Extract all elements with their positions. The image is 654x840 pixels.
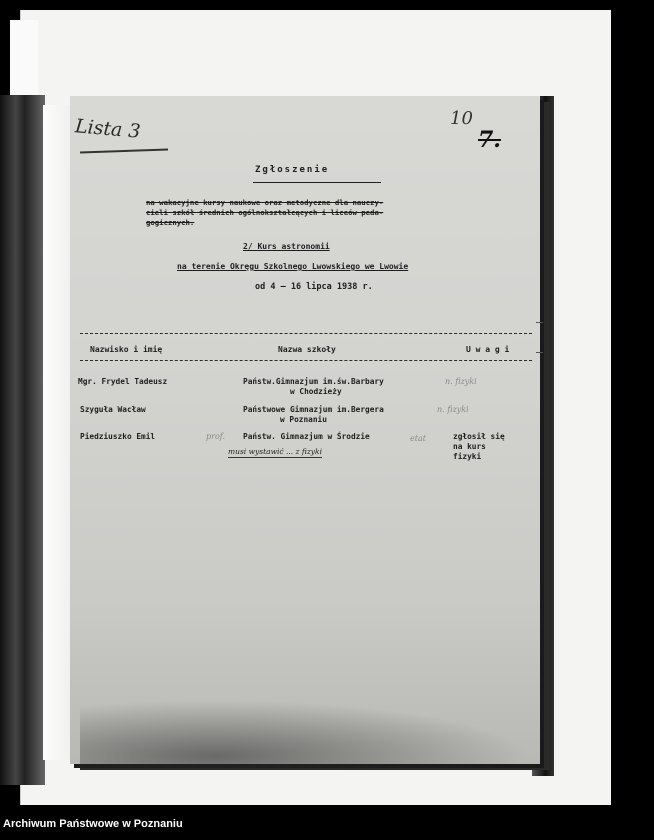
left-strip-light [10,20,38,95]
course-dates: od 4 – 16 lipca 1938 r. [255,282,373,292]
row-pencil-note: n. fizyki [445,377,477,386]
row-pencil-note: n. fizyki [437,405,469,414]
row-name: Piedziuszko Emil [80,432,156,441]
row-notes-line3: fizyki [453,452,482,461]
page-number-crossed: 7. [478,127,501,153]
archive-footer-label: Archiwum Państwowe w Poznaniu [3,818,183,830]
row-notes-line2: na kurs [453,442,486,451]
row-handwritten-note: musi wystawić ... z fizyki [228,447,322,456]
handwritten-list-label: Lista 3 [74,115,142,143]
subtitle-line-1: na wakacyjne kursy naukowe oraz metodyczne dla nauczy- [146,198,384,207]
row-name: Szyguła Wacław [80,405,146,414]
title-underline [253,182,381,183]
table-header-dashed-line [80,360,532,361]
column-header-notes: U w a g i [466,345,510,354]
row-name: Mgr. Frydel Tadeusz [78,377,168,386]
row-school-line1: Państwowe Gimnazjum im.Bergera [243,405,384,414]
column-header-school: Nazwa szkoły [278,345,336,354]
page-number-top: 10 [450,108,473,129]
row-school-line2: w Chodzieży [290,387,342,396]
right-margin-tick [536,352,543,353]
course-area: na terenie Okręgu Szkolnego Lwowskiego we Lwowie [177,262,409,271]
page-bottom-shadow [80,700,530,770]
right-margin-tick [536,322,543,323]
course-name: 2/ Kurs astronomii [243,242,330,251]
row-notes-line1: zgłosił się [453,432,505,441]
row-school-line2: w Poznaniu [280,415,327,424]
document-title: Zgłoszenie [255,165,330,175]
left-dark-strip [0,95,45,785]
subtitle-line-3: gogicznych. [146,218,195,227]
row-prefix-pencil: prof. [206,432,225,441]
column-header-name: Nazwisko i imię [90,345,163,354]
row-pencil-note: etat [410,434,426,443]
subtitle-line-2: cieli szkół średnich ogólnokształcących i liceów peda- [146,208,384,217]
row-school-line1: Państw.Gimnazjum im.św.Barbary [243,377,384,386]
document-page [70,96,540,764]
row-school-line1: Państw. Gimnazjum w Środzie [243,432,370,441]
table-top-dashed-line [80,333,532,334]
